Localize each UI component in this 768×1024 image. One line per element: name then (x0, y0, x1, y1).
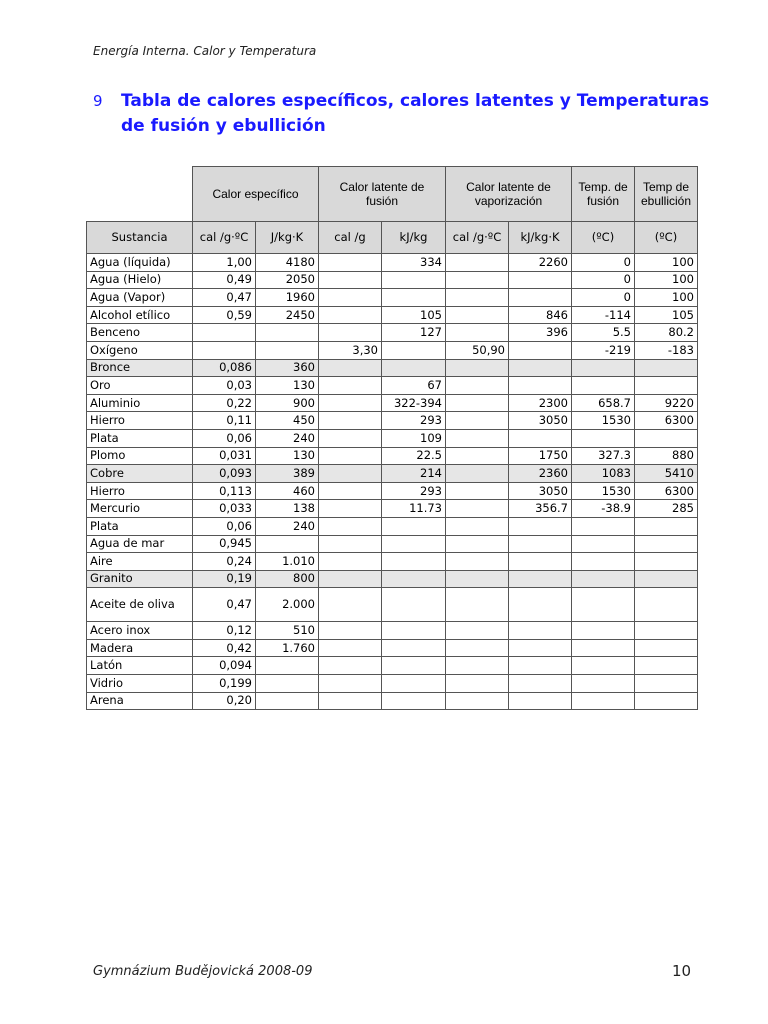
value-cell (509, 588, 572, 622)
column-header: (ºC) (572, 222, 635, 254)
table-row (87, 570, 698, 588)
value-cell (572, 639, 635, 657)
value-cell (319, 412, 382, 430)
value-cell: 2260 (509, 254, 572, 272)
table-row (87, 306, 698, 324)
value-cell: 0,033 (193, 500, 256, 518)
value-cell (319, 447, 382, 465)
value-cell: 293 (382, 412, 446, 430)
value-cell (319, 675, 382, 693)
value-cell: 1960 (256, 289, 319, 307)
table-row (87, 377, 698, 395)
value-cell (572, 675, 635, 693)
value-cell: 900 (256, 394, 319, 412)
table-row (87, 535, 698, 553)
value-cell (509, 517, 572, 535)
table-row (87, 447, 698, 465)
value-cell: 127 (382, 324, 446, 342)
value-cell: 327.3 (572, 447, 635, 465)
value-cell: 800 (256, 570, 319, 588)
substance-cell: Arena (87, 692, 193, 710)
value-cell (256, 692, 319, 710)
value-cell: 3,30 (319, 341, 382, 359)
group-header-latent-vaporization: Calor latente de vaporización (446, 167, 572, 222)
value-cell: 138 (256, 500, 319, 518)
value-cell (635, 535, 698, 553)
value-cell: 11.73 (382, 500, 446, 518)
value-cell (446, 657, 509, 675)
value-cell (509, 639, 572, 657)
value-cell: 3050 (509, 482, 572, 500)
substance-cell: Benceno (87, 324, 193, 342)
value-cell (509, 359, 572, 377)
value-cell (572, 517, 635, 535)
substance-cell: Hierro (87, 412, 193, 430)
column-header: kJ/kg (382, 222, 446, 254)
value-cell (635, 675, 698, 693)
value-cell: 100 (635, 271, 698, 289)
table-row (87, 500, 698, 518)
value-cell: 2360 (509, 465, 572, 483)
table-row (87, 341, 698, 359)
value-cell (509, 289, 572, 307)
value-cell (382, 639, 446, 657)
column-header: J/kg·K (256, 222, 319, 254)
value-cell (509, 675, 572, 693)
value-cell (382, 535, 446, 553)
section-title: Tabla de calores específicos, calores latentes y Temperaturas de fusión y ebullición (121, 91, 710, 136)
value-cell: 0,031 (193, 447, 256, 465)
value-cell: 0 (572, 271, 635, 289)
value-cell: 0,24 (193, 553, 256, 571)
substance-cell: Mercurio (87, 500, 193, 518)
value-cell (446, 639, 509, 657)
value-cell (382, 692, 446, 710)
value-cell (635, 377, 698, 395)
value-cell (382, 341, 446, 359)
value-cell: -114 (572, 306, 635, 324)
value-cell (382, 622, 446, 640)
value-cell (446, 429, 509, 447)
group-header-specific-heat: Calor específico (193, 167, 319, 222)
value-cell (319, 306, 382, 324)
value-cell (382, 675, 446, 693)
value-cell (509, 271, 572, 289)
value-cell: 0,49 (193, 271, 256, 289)
substance-cell: Alcohol etílico (87, 306, 193, 324)
value-cell: 6300 (635, 482, 698, 500)
value-cell (509, 535, 572, 553)
value-cell (256, 324, 319, 342)
value-cell: 1530 (572, 482, 635, 500)
value-cell (446, 271, 509, 289)
substance-cell: Madera (87, 639, 193, 657)
value-cell (635, 359, 698, 377)
value-cell: 658.7 (572, 394, 635, 412)
value-cell: 109 (382, 429, 446, 447)
table-row (87, 324, 698, 342)
value-cell (446, 447, 509, 465)
group-header-latent-fusion: Calor latente de fusión (319, 167, 446, 222)
value-cell (572, 622, 635, 640)
value-cell (382, 553, 446, 571)
value-cell (256, 535, 319, 553)
table-row (87, 553, 698, 571)
value-cell: 130 (256, 377, 319, 395)
value-cell (572, 570, 635, 588)
value-cell: 240 (256, 429, 319, 447)
value-cell: 293 (382, 482, 446, 500)
footer-school: Gymnázium Budějovická 2008-09 (93, 964, 313, 979)
value-cell: 50,90 (446, 341, 509, 359)
value-cell (572, 377, 635, 395)
column-header-row (87, 222, 698, 254)
value-cell (446, 394, 509, 412)
value-cell (256, 657, 319, 675)
column-header: (ºC) (635, 222, 698, 254)
value-cell: 1083 (572, 465, 635, 483)
value-cell (193, 324, 256, 342)
value-cell (446, 622, 509, 640)
value-cell: 67 (382, 377, 446, 395)
substance-cell: Plata (87, 517, 193, 535)
table-row (87, 394, 698, 412)
substance-cell: Bronce (87, 359, 193, 377)
value-cell: 214 (382, 465, 446, 483)
value-cell: 130 (256, 447, 319, 465)
value-cell (635, 553, 698, 571)
value-cell (319, 535, 382, 553)
table-row (87, 429, 698, 447)
value-cell (446, 412, 509, 430)
value-cell: 285 (635, 500, 698, 518)
value-cell (319, 553, 382, 571)
value-cell: 5.5 (572, 324, 635, 342)
value-cell (446, 692, 509, 710)
substance-cell: Aceite de oliva (87, 588, 193, 622)
value-cell: 0,47 (193, 588, 256, 622)
value-cell: 105 (635, 306, 698, 324)
substance-cell: Acero inox (87, 622, 193, 640)
substance-cell: Hierro (87, 482, 193, 500)
group-header-melting-temp: Temp. de fusión (572, 167, 635, 222)
value-cell (446, 588, 509, 622)
value-cell: 100 (635, 254, 698, 272)
value-cell (572, 535, 635, 553)
value-cell: 360 (256, 359, 319, 377)
table-row (87, 639, 698, 657)
value-cell (446, 306, 509, 324)
value-cell (446, 535, 509, 553)
value-cell (635, 657, 698, 675)
value-cell (319, 517, 382, 535)
value-cell (572, 359, 635, 377)
value-cell: 0,20 (193, 692, 256, 710)
group-header-row (87, 167, 698, 222)
value-cell (572, 553, 635, 571)
value-cell: 240 (256, 517, 319, 535)
value-cell (319, 359, 382, 377)
column-header: Sustancia (87, 222, 193, 254)
properties-table (86, 166, 698, 710)
value-cell: 334 (382, 254, 446, 272)
value-cell (382, 271, 446, 289)
value-cell (509, 377, 572, 395)
value-cell: 0,199 (193, 675, 256, 693)
value-cell: 0,093 (193, 465, 256, 483)
value-cell: 389 (256, 465, 319, 483)
value-cell: 356.7 (509, 500, 572, 518)
value-cell (319, 271, 382, 289)
value-cell: 80.2 (635, 324, 698, 342)
value-cell (509, 657, 572, 675)
value-cell (319, 588, 382, 622)
substance-cell: Latón (87, 657, 193, 675)
value-cell (382, 289, 446, 307)
column-header: cal /g·ºC (446, 222, 509, 254)
value-cell: 846 (509, 306, 572, 324)
page-number: 10 (672, 962, 692, 980)
value-cell (319, 482, 382, 500)
value-cell: 100 (635, 289, 698, 307)
value-cell (509, 429, 572, 447)
table-row (87, 588, 698, 622)
value-cell (256, 341, 319, 359)
value-cell (572, 429, 635, 447)
table-row (87, 517, 698, 535)
value-cell (319, 324, 382, 342)
value-cell: 396 (509, 324, 572, 342)
substance-cell: Agua (Vapor) (87, 289, 193, 307)
value-cell: 3050 (509, 412, 572, 430)
value-cell (382, 657, 446, 675)
table-row (87, 657, 698, 675)
value-cell (319, 639, 382, 657)
value-cell: 0,19 (193, 570, 256, 588)
table-row (87, 692, 698, 710)
value-cell (509, 553, 572, 571)
value-cell (446, 377, 509, 395)
value-cell (446, 500, 509, 518)
substance-cell: Vidrio (87, 675, 193, 693)
value-cell (635, 517, 698, 535)
value-cell (446, 359, 509, 377)
value-cell: 0,094 (193, 657, 256, 675)
value-cell (319, 429, 382, 447)
value-cell: 450 (256, 412, 319, 430)
substance-cell: Plomo (87, 447, 193, 465)
value-cell: 0,945 (193, 535, 256, 553)
value-cell: -183 (635, 341, 698, 359)
value-cell: 2.000 (256, 588, 319, 622)
value-cell (446, 324, 509, 342)
substance-cell: Cobre (87, 465, 193, 483)
value-cell (446, 482, 509, 500)
value-cell: 1.010 (256, 553, 319, 571)
value-cell: -219 (572, 341, 635, 359)
section-number: 9 (93, 92, 103, 110)
value-cell (446, 675, 509, 693)
value-cell: 460 (256, 482, 319, 500)
table-row (87, 289, 698, 307)
value-cell: 0,113 (193, 482, 256, 500)
value-cell: 0,22 (193, 394, 256, 412)
value-cell: 2300 (509, 394, 572, 412)
value-cell (319, 377, 382, 395)
value-cell (319, 254, 382, 272)
value-cell (446, 570, 509, 588)
substance-cell: Aluminio (87, 394, 193, 412)
value-cell: 1,00 (193, 254, 256, 272)
table-row (87, 675, 698, 693)
value-cell (193, 341, 256, 359)
value-cell: 510 (256, 622, 319, 640)
value-cell: 0 (572, 289, 635, 307)
value-cell (509, 341, 572, 359)
value-cell (319, 622, 382, 640)
value-cell: 0,086 (193, 359, 256, 377)
group-header-boiling-temp: Temp de ebullición (635, 167, 698, 222)
table-body (87, 254, 698, 710)
value-cell (446, 254, 509, 272)
value-cell (382, 588, 446, 622)
value-cell (509, 622, 572, 640)
value-cell (635, 639, 698, 657)
value-cell: 6300 (635, 412, 698, 430)
substance-cell: Agua de mar (87, 535, 193, 553)
value-cell (319, 500, 382, 518)
value-cell: 0,06 (193, 429, 256, 447)
table-row (87, 271, 698, 289)
table-row (87, 482, 698, 500)
value-cell: 4180 (256, 254, 319, 272)
value-cell (382, 517, 446, 535)
column-header: cal /g·ºC (193, 222, 256, 254)
table-row (87, 359, 698, 377)
value-cell: 880 (635, 447, 698, 465)
running-header: Energía Interna. Calor y Temperatura (93, 44, 317, 58)
value-cell (635, 622, 698, 640)
value-cell (446, 289, 509, 307)
table-row (87, 465, 698, 483)
value-cell (572, 588, 635, 622)
value-cell (319, 570, 382, 588)
value-cell: 0,11 (193, 412, 256, 430)
value-cell (382, 359, 446, 377)
substance-cell: Agua (líquida) (87, 254, 193, 272)
value-cell (635, 588, 698, 622)
value-cell: -38.9 (572, 500, 635, 518)
value-cell: 0,42 (193, 639, 256, 657)
value-cell (446, 465, 509, 483)
value-cell (446, 553, 509, 571)
value-cell (319, 394, 382, 412)
value-cell: 0,03 (193, 377, 256, 395)
column-header: kJ/kg·K (509, 222, 572, 254)
substance-cell: Oro (87, 377, 193, 395)
value-cell (319, 465, 382, 483)
substance-cell: Oxígeno (87, 341, 193, 359)
value-cell (319, 289, 382, 307)
value-cell: 322-394 (382, 394, 446, 412)
value-cell (446, 517, 509, 535)
header-blank-cell (87, 167, 193, 222)
substance-cell: Aire (87, 553, 193, 571)
value-cell: 0,06 (193, 517, 256, 535)
value-cell (635, 429, 698, 447)
substance-cell: Granito (87, 570, 193, 588)
value-cell (635, 692, 698, 710)
value-cell: 0,12 (193, 622, 256, 640)
column-header: cal /g (319, 222, 382, 254)
value-cell: 2050 (256, 271, 319, 289)
substance-cell: Plata (87, 429, 193, 447)
value-cell: 1.760 (256, 639, 319, 657)
value-cell: 9220 (635, 394, 698, 412)
value-cell (509, 692, 572, 710)
value-cell: 1750 (509, 447, 572, 465)
value-cell (572, 657, 635, 675)
table-row (87, 254, 698, 272)
value-cell: 0,47 (193, 289, 256, 307)
value-cell (635, 570, 698, 588)
value-cell (319, 657, 382, 675)
value-cell (572, 692, 635, 710)
substance-cell: Agua (Hielo) (87, 271, 193, 289)
value-cell: 2450 (256, 306, 319, 324)
value-cell: 1530 (572, 412, 635, 430)
value-cell (509, 570, 572, 588)
value-cell: 0 (572, 254, 635, 272)
table-row (87, 412, 698, 430)
value-cell (256, 675, 319, 693)
value-cell: 0,59 (193, 306, 256, 324)
value-cell (382, 570, 446, 588)
value-cell: 22.5 (382, 447, 446, 465)
value-cell (319, 692, 382, 710)
value-cell: 105 (382, 306, 446, 324)
value-cell: 5410 (635, 465, 698, 483)
table-row (87, 622, 698, 640)
